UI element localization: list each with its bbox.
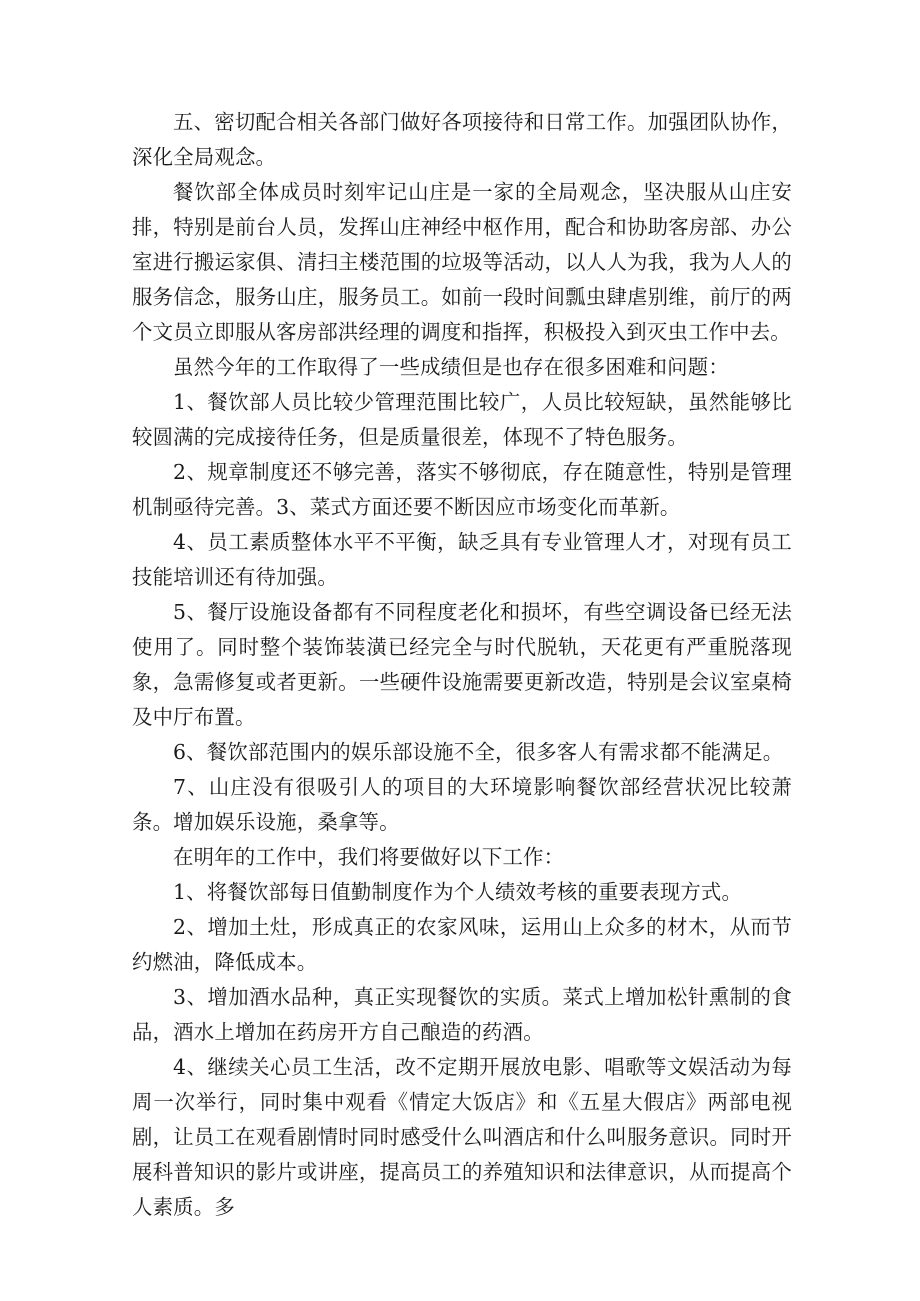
paragraph-plan-2: 2、增加土灶，形成真正的农家风味，运用山上众多的材木，从而节约燃油，降低成本。 <box>132 915 792 974</box>
paragraph-problems-intro: 虽然今年的工作取得了一些成绩但是也存在很多困难和问题： <box>173 355 729 379</box>
paragraph-plan-1: 1、将餐饮部每日值勤制度作为个人绩效考核的重要表现方式。 <box>173 880 743 904</box>
paragraph-section-five: 五、密切配合相关各部门做好各项接待和日常工作。加强团队协作，深化全局观念。 <box>132 110 792 169</box>
paragraph-plan-4: 4、继续关心员工生活，改不定期开展放电影、唱歌等文娱活动为每周一次举行，同时集中观看《情定大饭店》和《五星大假店》两部电视剧，让员工在观看剧情时同时感受什么叫酒店和什么叫服务意识。同时开展科普知识的影片或讲座，提高员工的养殖知识和法律意识，从而提高个人素质。多 <box>132 1055 792 1219</box>
paragraph-teamwork: 餐饮部全体成员时刻牢记山庄是一家的全局观念，坚决服从山庄安排，特别是前台人员，发挥山庄神经中枢作用，配合和协助客房部、办公室进行搬运家俱、清扫主楼范围的垃圾等活动，以人人为我，我为人人的服务信念，服务山庄，服务员工。如前一段时间瓢虫肆虐别维，前厅的两个文员立即服从客房部洪经理的调度和指挥，积极投入到灭虫工作中去。 <box>132 180 792 344</box>
paragraph-plans-intro: 在明年的工作中，我们将要做好以下工作： <box>173 845 565 869</box>
paragraph-problem-2-3: 2、规章制度还不够完善，落实不够彻底，存在随意性，特别是管理机制亟待完善。3、菜式方面还要不断因应市场变化而革新。 <box>132 460 792 519</box>
paragraph-problem-7: 7、山庄没有很吸引人的项目的大环境影响餐饮部经营状况比较萧条。增加娱乐设施，桑拿等。 <box>132 775 792 834</box>
paragraph-problem-4: 4、员工素质整体水平不平衡，缺乏具有专业管理人才，对现有员工技能培训还有待加强。 <box>132 530 792 589</box>
document-body <box>132 105 792 1225</box>
paragraph-problem-1: 1、餐饮部人员比较少管理范围比较广，人员比较短缺，虽然能够比较圆满的完成接待任务，但是质量很差，体现不了特色服务。 <box>132 390 792 449</box>
paragraph-problem-6: 6、餐饮部范围内的娱乐部设施不全，很多客人有需求都不能满足。 <box>173 740 784 764</box>
paragraph-problem-5: 5、餐厅设施设备都有不同程度老化和损坏，有些空调设备已经无法使用了。同时整个装饰装潢已经完全与时代脱轨，天花更有严重脱落现象，急需修复或者更新。一些硬件设施需要更新改造，特别是会议室桌椅及中厅布置。 <box>132 600 792 729</box>
paragraph-plan-3: 3、增加酒水品种，真正实现餐饮的实质。菜式上增加松针熏制的食品，酒水上增加在药房开方自己酿造的药酒。 <box>132 985 792 1044</box>
